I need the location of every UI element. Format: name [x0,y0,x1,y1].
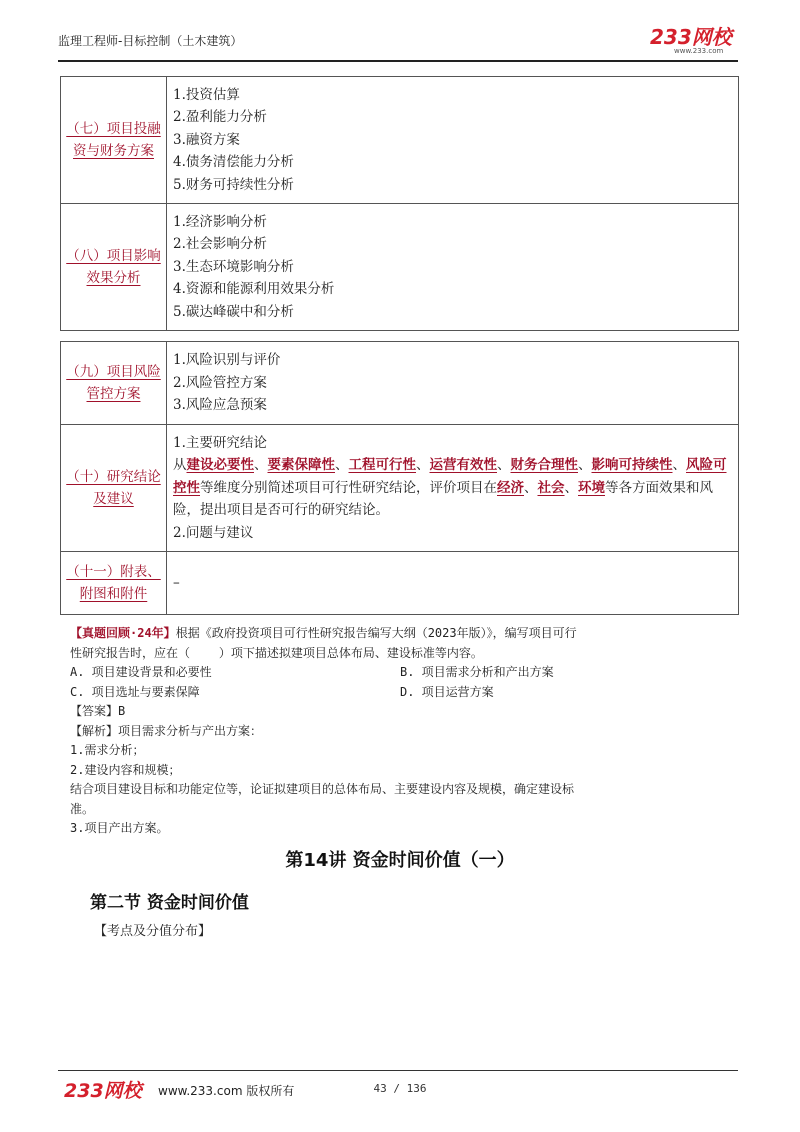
analysis-line: 结合项目建设目标和功能定位等，论证拟建项目的总体布局、主要建设内容及规模，确定建设标 [70,782,575,796]
keyword: 风险可控性 [173,457,727,496]
option-b: B. 项目需求分析和产出方案 [400,665,554,679]
answer: 【答案】B [70,704,126,718]
options-row [70,683,738,703]
keyword: 经济 [497,479,524,496]
list-item: 3.风险应急预案 [173,397,267,414]
list-item: 4.债务清偿能力分析 [173,154,294,171]
section-title: 第二节 资金时间价值 [90,893,249,913]
keyword: 社会 [537,479,565,496]
analysis-line: 2.建设内容和规模； [70,762,181,777]
outline-table-1 [60,76,739,331]
row-label-cell [61,77,167,204]
option-d: D. 项目运营方案 [400,684,494,699]
list-item: 3.生态环境影响分析 [173,258,294,275]
sub-title: 【考点及分值分布】 [94,924,212,939]
option-c: C. 项目选址与要素保障 [70,684,200,699]
row-label-cell [61,552,167,615]
row-label: （十）研究结论及建议 [66,469,161,507]
brand-logo-text: 233网校 [650,25,732,49]
list-item: 5.碳达峰碳中和分析 [173,303,294,320]
header-title: 监理工程师-目标控制（土木建筑） [58,34,243,48]
row-label-cell [61,425,167,552]
row-label: （八）项目影响效果分析 [66,248,161,286]
keyword: 建设必要性 [186,457,254,474]
list-item: 2.社会影响分析 [173,236,267,253]
keyword: 环境 [578,479,605,496]
row-label-cell [61,204,167,331]
lecture-title: 第14讲 资金时间价值（一） [285,850,515,871]
keyword: 财务合理性 [510,457,578,474]
keyword: 要素保障性 [267,457,335,474]
row-label: （十一）附表、附图和附件 [66,564,161,602]
table-row [61,204,739,331]
list-item: 5.财务可持续性分析 [173,176,294,193]
row-content-cell [167,77,739,204]
outline-table-2 [60,341,739,615]
list-item: 1.经济影响分析 [173,213,267,230]
conclusion-paragraph: 从建设必要性、要素保障性、工程可行性、运营有效性、财务合理性、影响可持续性、风险可控性等维度分别简述项目可行性研究结论，评价项目在经济、社会、环境等各方面效果和风险，提出项目是否可行的研究结论。 [173,457,727,519]
page-header [58,22,738,58]
header-divider [58,60,738,62]
brand-logo-sub: www.233.com [674,47,724,55]
row-label: （九）项目风险管控方案 [66,364,161,402]
question-tag: 【真题回顾·24年】 [70,626,176,640]
list-item: 2.风险管控方案 [173,374,267,391]
row-content-cell: – [167,552,739,615]
analysis-line: 1.需求分析； [70,743,145,757]
list-item: 1.投资估算 [173,86,240,103]
footer-copyright: www.233.com 版权所有 [158,1084,295,1098]
page-number: 43 / 136 [373,1082,427,1095]
row-content-cell [167,342,739,425]
question-stem: 【真题回顾·24年】根据《政府投资项目可行性研究报告编写大纲（2023年版）》，编写项目可行 [70,626,577,640]
options-row [70,663,738,683]
row-content-cell [167,204,739,331]
brand-logo [648,22,738,56]
table-row [61,77,739,204]
footer-logo-text: 233网校 [64,1080,142,1102]
table-row [61,552,739,615]
analysis-line: 3.项目产出方案。 [70,821,169,835]
row-content-cell [167,425,739,552]
keyword: 工程可行性 [348,457,416,474]
footer-divider [58,1070,738,1071]
table-row [61,425,739,552]
option-a: A. 项目建设背景和必要性 [70,665,212,679]
list-item: 4.资源和能源利用效果分析 [173,281,335,298]
analysis-line: 准。 [70,801,95,816]
list-item: 2.盈利能力分析 [173,109,267,126]
row-label: （七）项目投融资与财务方案 [66,121,161,159]
table-row [61,342,739,425]
keyword: 影响可持续性 [591,457,673,474]
question-stem-cont: 性研究报告时，应在（ ）项下描述拟建项目总体布局、建设标准等内容。 [70,645,483,660]
list-item: 1.风险识别与评价 [173,352,281,369]
list-item: 1.主要研究结论 [173,434,267,451]
keyword: 运营有效性 [429,457,497,474]
list-item: 2.问题与建议 [173,524,254,541]
list-item: 3.融资方案 [173,131,240,148]
row-label-cell [61,342,167,425]
analysis-title: 【解析】项目需求分析与产出方案： [70,723,263,738]
exam-question [70,624,738,839]
